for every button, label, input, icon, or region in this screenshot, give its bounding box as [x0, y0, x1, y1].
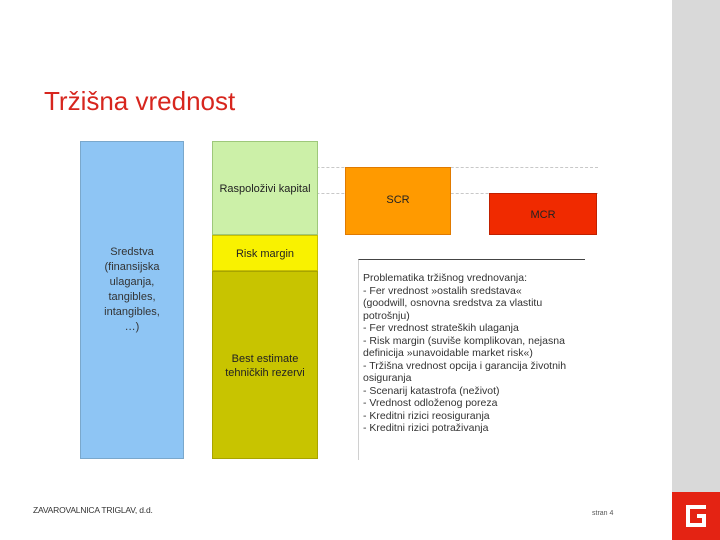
- problems-heading: Problematika tržišnog vrednovanja:: [363, 272, 528, 284]
- best-estimate-block: [212, 271, 318, 459]
- page-number: stran 4: [592, 510, 614, 517]
- problem-item: - Kreditni rizici reosiguranja: [363, 409, 490, 422]
- problem-item: - Risk margin (suviše komplikovan, nejasna definicija »unavoidable market risk«): [363, 334, 565, 359]
- triglav-logo: [672, 492, 720, 540]
- footer-company: ZAVAROVALNICA TRIGLAV, d.d.: [33, 505, 153, 515]
- available-capital-label: Raspoloživi kapital: [219, 183, 311, 195]
- problem-item: - Vrednost odloženog poreza: [363, 397, 498, 409]
- available-capital-block: [212, 141, 318, 235]
- problems-box: [358, 259, 585, 460]
- triglav-logo-icon: [672, 492, 720, 540]
- assets-block: [80, 141, 184, 459]
- scr-block: [345, 167, 451, 235]
- mcr-block: [489, 193, 597, 235]
- mcr-label: MCR: [530, 209, 556, 221]
- assets-label: Sredstva (finansijska ulaganja, tangibles, intangibles, …): [104, 246, 160, 333]
- problem-item: - Kreditni rizici potraživanja: [363, 422, 489, 434]
- problems-list: [359, 260, 585, 435]
- best-estimate-label: Best estimate tehničkih rezervi: [225, 353, 305, 379]
- problem-item: - Scenarij katastrofa (neživot): [363, 384, 500, 397]
- right-sidebar: [672, 0, 720, 540]
- page-title: Tržišna vrednost: [44, 86, 236, 116]
- problem-item: - Fer vrednost »ostalih sredstava« (goodwill, osnovna sredstva za vlastitu potrošnju): [363, 284, 543, 322]
- scr-label: SCR: [386, 194, 410, 206]
- problem-item: - Fer vrednost strateških ulaganja: [363, 322, 519, 334]
- risk-margin-block: [212, 235, 318, 271]
- risk-margin-label: Risk margin: [235, 248, 295, 260]
- problem-item: - Tržišna vrednost opcija i garancija životnih osiguranja: [363, 359, 567, 384]
